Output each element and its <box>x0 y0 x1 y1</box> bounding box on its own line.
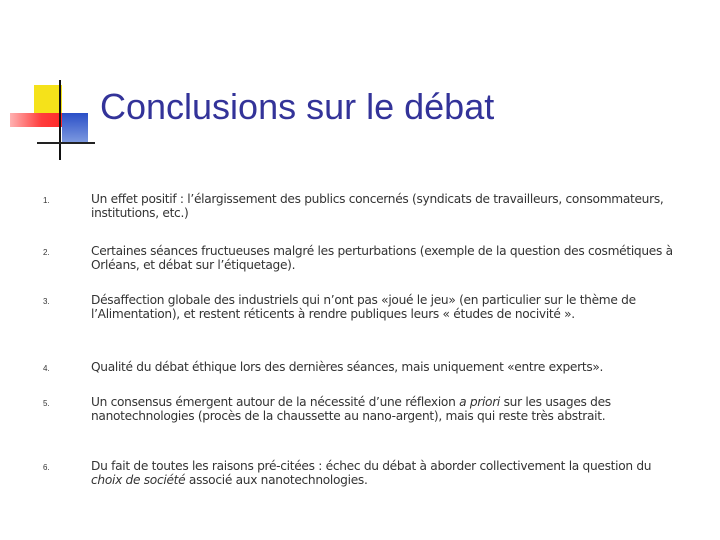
item-text-part: associé aux nanotechnologies. <box>185 472 368 487</box>
item-number: 4. <box>43 364 50 373</box>
item-text: Qualité du débat éthique lors des dernières séances, mais uniquement «entre experts». <box>91 360 604 374</box>
item-text <box>91 396 681 423</box>
item-number: 5. <box>43 399 50 408</box>
horizontal-line-decoration <box>37 142 95 144</box>
item-text <box>91 460 681 487</box>
item-text-italic: a priori <box>459 395 501 409</box>
item-text-part: sur les usages des nanotechnologies (procès de la chaussette au nano-argent), mais qui reste très abstrait. <box>91 395 611 423</box>
blue-square-decoration <box>62 113 88 143</box>
item-number: 1. <box>43 196 50 205</box>
item-text: Un effet positif : l’élargissement des publics concernés (syndicats de travailleurs, consommateurs, institutions, etc.) <box>91 192 664 220</box>
vertical-line-decoration <box>59 80 61 160</box>
item-text: Certaines séances fructueuses malgré les perturbations (exemple de la question des cosmétiques à Orléans, et débat sur l’étiquetage). <box>91 244 673 272</box>
item-number: 2. <box>43 248 50 257</box>
item-number: 3. <box>43 297 50 306</box>
slide-title: Conclusions sur le débat <box>100 86 495 127</box>
red-bar-decoration <box>10 113 62 127</box>
item-number: 6. <box>43 463 50 472</box>
logo-decoration <box>0 0 110 170</box>
item-text-part: Du fait de toutes les raisons pré-citées : échec du débat à aborder collectivement la question du <box>91 459 652 473</box>
item-text-part: Un consensus émergent autour de la nécessité d’une réflexion <box>91 395 460 409</box>
item-text: Désaffection globale des industriels qui n’ont pas «joué le jeu» (en particulier sur le thème de l’Alimentation), et restent réticents à rendre publiques leurs « études de nocivité ». <box>91 293 636 321</box>
yellow-square-decoration <box>34 85 62 113</box>
item-text-italic: choix de société <box>91 472 186 487</box>
